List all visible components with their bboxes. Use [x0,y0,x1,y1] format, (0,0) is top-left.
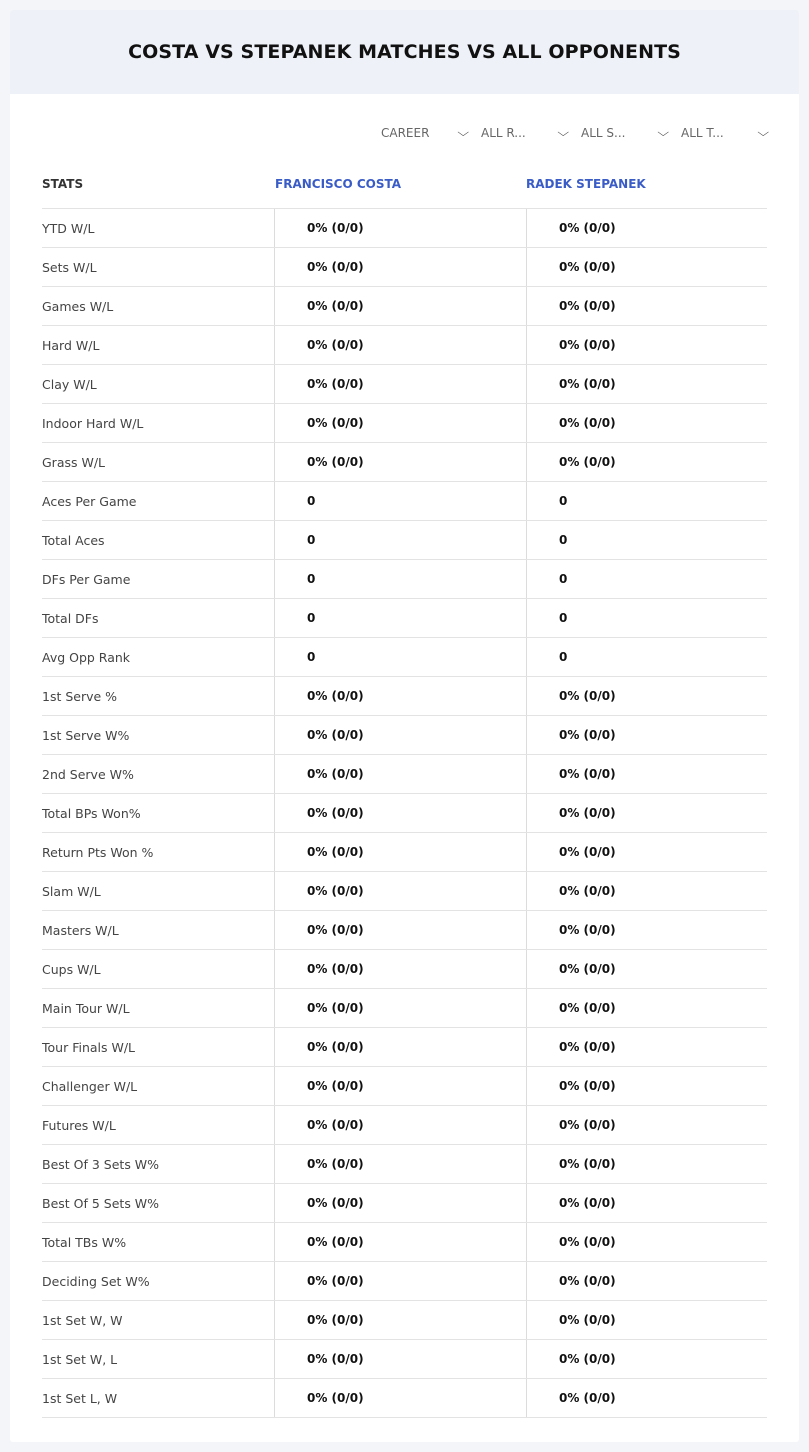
stat-label: Indoor Hard W/L [42,415,144,431]
chevron-down-icon: ⌵ [556,126,569,139]
stat-label: Main Tour W/L [42,1000,130,1016]
player1-value: 0% (0/0) [274,1223,526,1261]
column-header-player1[interactable]: FRANCISCO COSTA [275,177,402,191]
table-row [42,248,767,287]
player2-value: 0% (0/0) [526,1106,767,1144]
player2-value: 0 [526,521,767,559]
player2-value: 0% (0/0) [526,404,767,442]
player1-value: 0% (0/0) [274,1028,526,1066]
table-row [42,677,767,716]
player1-value: 0% (0/0) [274,248,526,286]
table-header [42,160,767,209]
stat-label: Total TBs W% [42,1234,127,1250]
player2-value: 0% (0/0) [526,1067,767,1105]
filter-label: ALL T... [681,126,724,140]
player2-value: 0% (0/0) [526,755,767,793]
player2-value: 0% (0/0) [526,1184,767,1222]
player1-value: 0% (0/0) [274,326,526,364]
table-row [42,326,767,365]
stat-label: Aces Per Game [42,493,137,509]
stats-table [42,160,767,1418]
stat-label: Hard W/L [42,337,100,353]
page-header [10,10,799,94]
stat-label: 1st Serve % [42,688,118,704]
column-header-stats: STATS [42,177,84,191]
player2-value: 0% (0/0) [526,1340,767,1378]
stat-label: Grass W/L [42,454,106,470]
table-row [42,404,767,443]
table-row [42,1028,767,1067]
table-row [42,560,767,599]
player2-value: 0 [526,482,767,520]
player1-value: 0% (0/0) [274,716,526,754]
stat-label: Clay W/L [42,376,97,392]
filter-label: CAREER [381,126,430,140]
player2-value: 0% (0/0) [526,1262,767,1300]
table-row [42,1340,767,1379]
player2-value: 0% (0/0) [526,1379,767,1417]
player2-value: 0% (0/0) [526,248,767,286]
filter-surface-dropdown[interactable] [581,126,667,140]
table-row [42,911,767,950]
filter-label: ALL R... [481,126,526,140]
player2-value: 0% (0/0) [526,209,767,247]
chevron-down-icon: ⌵ [756,126,769,139]
table-row [42,755,767,794]
table-row [42,1067,767,1106]
player2-value: 0% (0/0) [526,287,767,325]
table-row [42,287,767,326]
player1-value: 0% (0/0) [274,755,526,793]
table-row [42,1223,767,1262]
player1-value: 0 [274,599,526,637]
stat-label: Avg Opp Rank [42,649,131,665]
stat-label: Futures W/L [42,1117,116,1133]
player1-value: 0% (0/0) [274,404,526,442]
player2-value: 0% (0/0) [526,1028,767,1066]
player1-value: 0% (0/0) [274,209,526,247]
stat-label: Best Of 5 Sets W% [42,1195,160,1211]
player1-value: 0% (0/0) [274,1262,526,1300]
table-row [42,833,767,872]
table-row [42,1106,767,1145]
table-row [42,1145,767,1184]
stat-label: Slam W/L [42,883,101,899]
stat-label: Tour Finals W/L [42,1039,136,1055]
player2-value: 0% (0/0) [526,443,767,481]
stat-label: 1st Set W, L [42,1351,118,1367]
player2-value: 0% (0/0) [526,989,767,1027]
player2-value: 0% (0/0) [526,833,767,871]
player1-value: 0% (0/0) [274,833,526,871]
stat-label: 2nd Serve W% [42,766,134,782]
player2-value: 0% (0/0) [526,950,767,988]
player1-value: 0% (0/0) [274,1379,526,1417]
stat-label: Best Of 3 Sets W% [42,1156,160,1172]
stat-label: Total Aces [42,532,105,548]
player2-value: 0 [526,638,767,676]
player2-value: 0% (0/0) [526,677,767,715]
stat-label: DFs Per Game [42,571,131,587]
player1-value: 0% (0/0) [274,911,526,949]
player2-value: 0% (0/0) [526,716,767,754]
player1-value: 0% (0/0) [274,677,526,715]
chevron-down-icon: ⌵ [656,126,669,139]
table-row [42,209,767,248]
player1-value: 0% (0/0) [274,1067,526,1105]
player2-value: 0% (0/0) [526,911,767,949]
player2-value: 0% (0/0) [526,872,767,910]
stat-label: Total DFs [42,610,99,626]
player2-value: 0% (0/0) [526,1301,767,1339]
player1-value: 0 [274,521,526,559]
table-row [42,872,767,911]
stat-label: Sets W/L [42,259,97,275]
player1-value: 0% (0/0) [274,1301,526,1339]
stat-label: Return Pts Won % [42,844,154,860]
player1-value: 0% (0/0) [274,872,526,910]
player2-value: 0 [526,599,767,637]
player1-value: 0 [274,560,526,598]
player2-value: 0% (0/0) [526,365,767,403]
player1-value: 0% (0/0) [274,1106,526,1144]
stats-card [10,10,799,1442]
stat-label: Challenger W/L [42,1078,138,1094]
stat-label: 1st Set L, W [42,1390,118,1406]
stat-label: 1st Serve W% [42,727,130,743]
player1-value: 0% (0/0) [274,1340,526,1378]
player2-value: 0% (0/0) [526,794,767,832]
player2-value: 0% (0/0) [526,326,767,364]
stat-label: Games W/L [42,298,114,314]
table-row [42,950,767,989]
player1-value: 0 [274,482,526,520]
player2-value: 0 [526,560,767,598]
player1-value: 0% (0/0) [274,794,526,832]
player2-value: 0% (0/0) [526,1223,767,1261]
filter-period-dropdown[interactable] [381,126,467,140]
player1-value: 0% (0/0) [274,443,526,481]
table-row [42,599,767,638]
player1-value: 0% (0/0) [274,989,526,1027]
table-row [42,989,767,1028]
page-title: COSTA VS STEPANEK MATCHES VS ALL OPPONENTS [128,41,681,63]
table-row [42,1184,767,1223]
player1-value: 0% (0/0) [274,950,526,988]
stat-label: Masters W/L [42,922,119,938]
column-header-player2[interactable]: RADEK STEPANEK [526,177,646,191]
table-row [42,365,767,404]
table-row [42,794,767,833]
table-row [42,638,767,677]
filter-bar [381,126,767,140]
player1-value: 0% (0/0) [274,365,526,403]
stat-label: Deciding Set W% [42,1273,150,1289]
table-row [42,1262,767,1301]
table-body [42,209,767,1418]
stat-label: Cups W/L [42,961,101,977]
player1-value: 0% (0/0) [274,1184,526,1222]
filter-label: ALL S... [581,126,626,140]
table-row [42,716,767,755]
table-row [42,482,767,521]
stat-label: Total BPs Won% [42,805,141,821]
filter-tournament-dropdown[interactable] [681,126,767,140]
player1-value: 0 [274,638,526,676]
filter-round-dropdown[interactable] [481,126,567,140]
table-row [42,443,767,482]
stat-label: YTD W/L [42,220,95,236]
table-row [42,521,767,560]
chevron-down-icon: ⌵ [456,126,469,139]
table-row [42,1379,767,1418]
player1-value: 0% (0/0) [274,287,526,325]
stat-label: 1st Set W, W [42,1312,123,1328]
player2-value: 0% (0/0) [526,1145,767,1183]
player1-value: 0% (0/0) [274,1145,526,1183]
table-row [42,1301,767,1340]
